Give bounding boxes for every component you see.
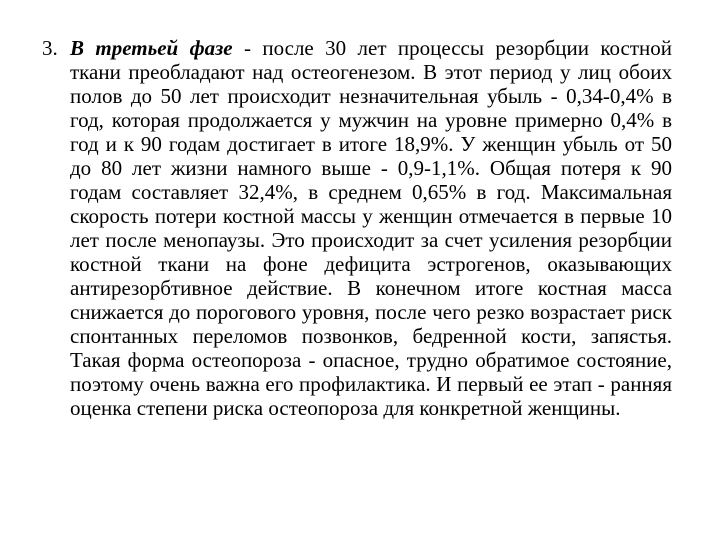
paragraph-body: - после 30 лет процессы резорбции костной ткани преобладают над остеогенезом. В этот период у лиц обоих полов до 50 лет происходит незначительная убыль - 0,34-0,4% в год, которая продолжается у мужчин на уровне примерно 0,4% в год и к 90 годам достигает в итоге 18,9%. У женщин убыль от 50 до 80 лет жизни намного выше - 0,9-1,1%. Общая потеря к 90 годам составляет 32,4%, в среднем 0,65% в год. Максимальная скорость потери костной массы у женщин отмечается в первые 10 лет после менопаузы. Это происходит за счет усиления резорбции костной ткани на фоне дефицита эстрогенов, оказывающих антирезорбтивное действие. В конечном итоге костная масса снижается до порогового уровня, после чего резко возрастает риск спонтанных переломов позвонков, бедренной кости, запястья. Такая форма остеопороза - опасное, трудно обратимое состояние, поэтому очень важна его профилактика. И первый ее этап - ранняя оценка степени риска остеопороза для конкретной женщины.: [70, 36, 672, 420]
lead-phrase: В третьей фазе: [70, 36, 233, 60]
item-number: 3.: [42, 36, 58, 60]
paragraph-text: [70, 36, 672, 420]
numbered-paragraph: [42, 36, 672, 420]
